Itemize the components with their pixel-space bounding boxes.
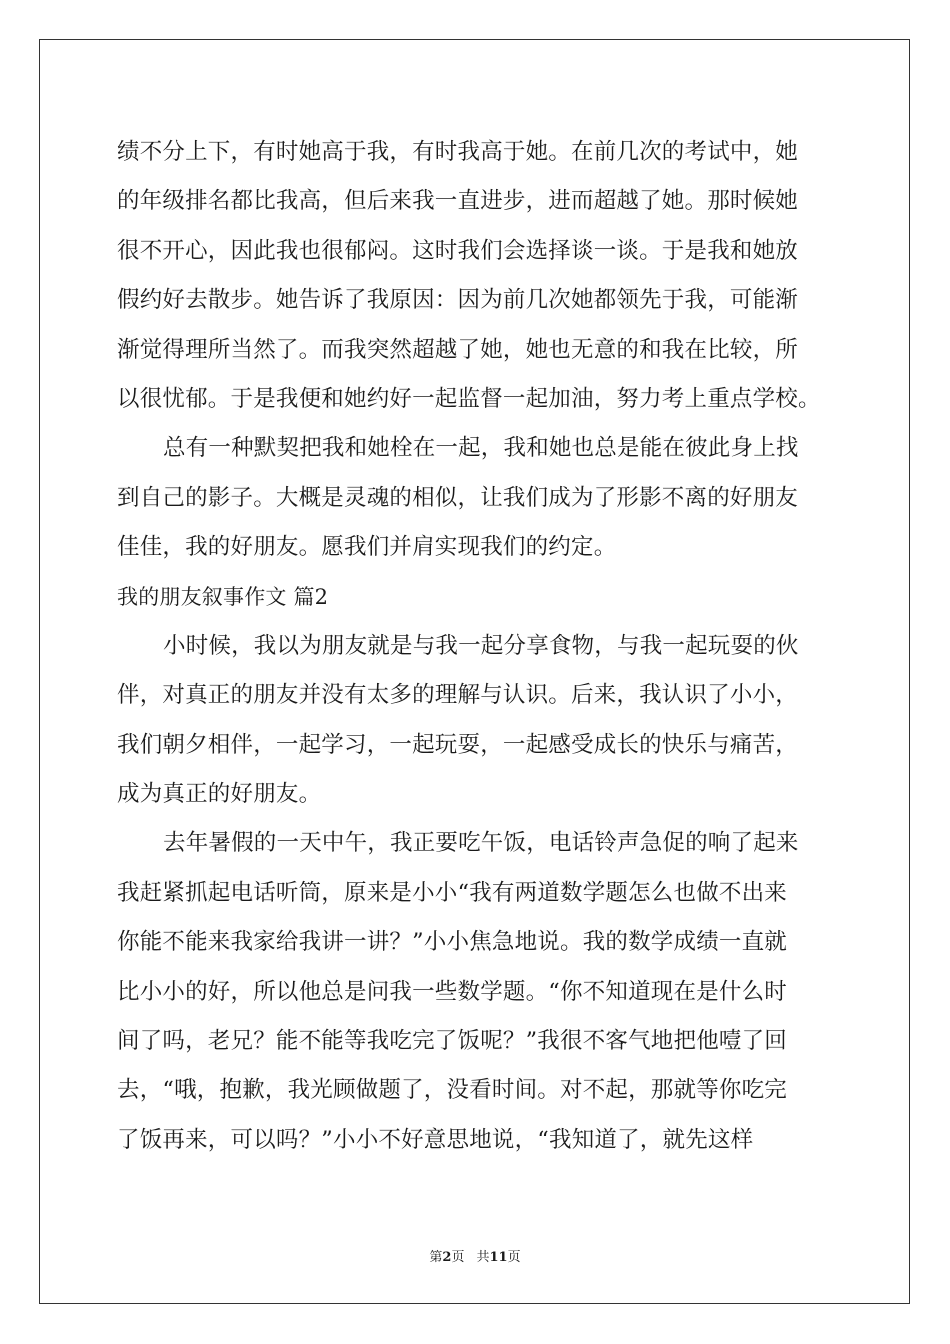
footer-total-prefix: 共 bbox=[476, 1250, 490, 1265]
page-footer bbox=[0, 1250, 950, 1266]
text-line: 假约好去散步。她告诉了我原因：因为前几次她都领先于我，可能渐 bbox=[117, 287, 799, 314]
document-body bbox=[117, 128, 837, 1165]
text-line: 绩不分上下，有时她高于我，有时我高于她。在前几次的考试中，她 bbox=[117, 139, 799, 165]
text-line: 你能不能来我家给我讲一讲？”小小焦急地说。我的数学成绩一直就 bbox=[117, 929, 788, 956]
text-line: 伴，对真正的朋友并没有太多的理解与认识。后来，我认识了小小， bbox=[117, 682, 799, 709]
total-pages-number: 11 bbox=[489, 1250, 508, 1265]
section-heading: 我的朋友叙事作文 篇2 bbox=[117, 584, 329, 609]
current-page-number: 2 bbox=[442, 1250, 452, 1265]
text-line: 以很忧郁。于是我便和她约好一起监督一起加油，努力考上重点学校。 bbox=[117, 385, 821, 412]
text-line: 去年暑假的一天中午，我正要吃午饭，电话铃声急促的响了起来 bbox=[163, 830, 799, 857]
text-line: 去，“哦，抱歉，我光顾做题了，没看时间。对不起，那就等你吃完 bbox=[117, 1077, 788, 1104]
text-line: 佳佳，我的好朋友。愿我们并肩实现我们的约定。 bbox=[117, 534, 617, 561]
text-line: 我赶紧抓起电话听筒，原来是小小“我有两道数学题怎么也做不出来 bbox=[117, 879, 788, 906]
text-line: 比小小的好，所以他总是问我一些数学题。“你不知道现在是什么时 bbox=[117, 978, 788, 1005]
text-line: 的年级排名都比我高，但后来我一直进步，进而超越了她。那时候她 bbox=[117, 188, 799, 215]
text-line: 总有一种默契把我和她栓在一起，我和她也总是能在彼此身上找 bbox=[163, 435, 799, 462]
text-line: 了饭再来，可以吗？”小小不好意思地说，“我知道了，就先这样 bbox=[117, 1126, 754, 1153]
footer-total-unit: 页 bbox=[507, 1250, 521, 1265]
footer-prefix: 第 bbox=[429, 1250, 443, 1265]
text-line: 我们朝夕相伴，一起学习，一起玩耍，一起感受成长的快乐与痛苦， bbox=[117, 731, 799, 758]
text-line: 成为真正的好朋友。 bbox=[117, 781, 322, 808]
text-line: 小时候，我以为朋友就是与我一起分享食物，与我一起玩耍的伙 bbox=[163, 632, 799, 659]
footer-page-unit: 页 bbox=[451, 1250, 465, 1265]
text-line: 间了吗，老兄？能不能等我吃完了饭呢？”我很不客气地把他噎了回 bbox=[117, 1028, 788, 1055]
text-line: 到自己的影子。大概是灵魂的相似，让我们成为了形影不离的好朋友 bbox=[117, 484, 799, 511]
text-line: 很不开心，因此我也很郁闷。这时我们会选择谈一谈。于是我和她放 bbox=[117, 237, 799, 264]
text-line: 渐觉得理所当然了。而我突然超越了她，她也无意的和我在比较，所 bbox=[117, 336, 799, 363]
